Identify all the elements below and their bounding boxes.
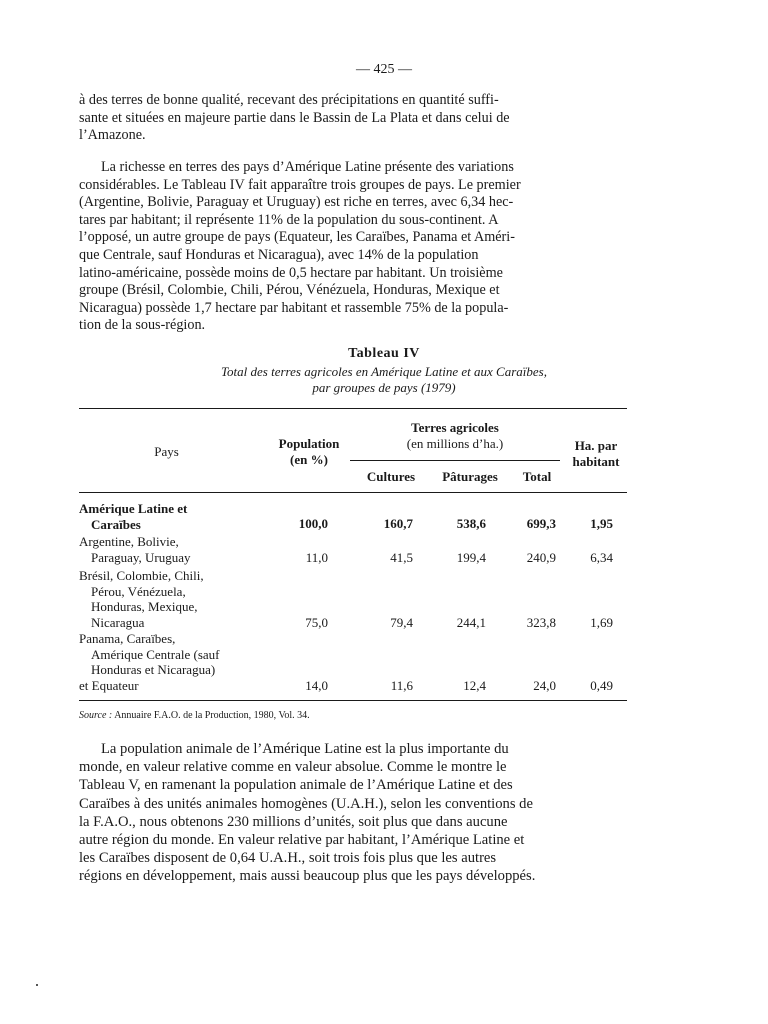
- header-population-unit: (en %): [290, 452, 328, 467]
- paragraph-line: Nicaragua) possède 1,7 hectare par habitant et rassemble 75% de la popula-: [79, 299, 509, 316]
- paragraph-intro: [79, 92, 627, 145]
- cell-cultures: 11,6: [390, 678, 413, 693]
- cell-paturages: 244,1: [456, 615, 486, 630]
- paragraph-line: considérables. Le Tableau IV fait apparaître trois groupes de pays. Le premier: [79, 176, 521, 193]
- paragraph-line: (Argentine, Bolivie, Paraguay et Uruguay) est riche en terres, avec 6,34 hec-: [79, 194, 514, 211]
- paragraph-line: la F.A.O., nous obtenons 230 millions d’unités, soit plus que dans aucune: [79, 813, 508, 830]
- paragraph-line: latino-américaine, possède moins de 0,5 hectare par habitant. Un troisième: [79, 264, 503, 281]
- paragraph-line: régions en développement, mais aussi beaucoup plus que les pays développés.: [79, 868, 536, 885]
- country-line: Honduras et Nicaragua): [91, 662, 216, 677]
- paragraph-line: tion de la sous-région.: [79, 317, 206, 334]
- cell-paturages: 199,4: [456, 550, 486, 565]
- cell-total: 240,9: [526, 550, 556, 565]
- cell-population: 100,0: [298, 516, 328, 531]
- paragraph-line: l’opposé, un autre groupe de pays (Equateur, les Caraïbes, Panama et Améri-: [79, 229, 515, 246]
- header-terres-unit: (en millions d’ha.): [406, 436, 504, 451]
- header-ha-par: Ha. par: [574, 438, 618, 453]
- paragraph-line: l’Amazone.: [79, 127, 146, 144]
- cell-cultures: 79,4: [390, 615, 413, 630]
- scan-speck: [36, 984, 38, 986]
- table-row-country: [79, 631, 269, 693]
- cell-population: 75,0: [305, 615, 328, 630]
- country-line: Brésil, Colombie, Chili,: [79, 568, 204, 583]
- cell-total: 24,0: [533, 678, 556, 693]
- country-line: Amérique Latine et: [79, 501, 188, 516]
- paragraph-line: Caraïbes à des unités animales homogènes (U.A.H.), selon les conventions de: [79, 795, 533, 812]
- paragraph-line: Tableau V, en ramenant la population animale de l’Amérique Latine et des: [79, 777, 513, 794]
- paragraph-line: tares par habitant; il représente 11% de la population du sous-continent. A: [79, 211, 499, 228]
- cell-cultures: 41,5: [390, 550, 413, 565]
- header-total: Total: [522, 469, 552, 484]
- country-line: et Equateur: [79, 677, 139, 693]
- cell-ha-par-habitant: 6,34: [590, 550, 613, 565]
- paragraph-line: La population animale de l’Amérique Latine est la plus importante du: [101, 741, 509, 757]
- paragraph-land-wealth: [79, 159, 627, 335]
- country-line: Panama, Caraïbes,: [79, 631, 176, 646]
- header-bottom-rule: [79, 492, 627, 493]
- table-subtitle: Total des terres agricoles en Amérique Latine et aux Caraïbes,: [221, 364, 547, 379]
- table-top-rule: [79, 408, 627, 409]
- source-label: Source :: [79, 710, 113, 721]
- header-habitant: habitant: [572, 454, 620, 469]
- cell-total: 699,3: [526, 516, 556, 531]
- table-title: Tableau IV: [348, 346, 420, 361]
- paragraph-line: La richesse en terres des pays d’Amérique Latine présente des variations: [101, 159, 514, 175]
- cell-ha-par-habitant: 0,49: [590, 678, 613, 693]
- table-row-country: [79, 501, 259, 532]
- header-population: Population: [278, 436, 340, 451]
- country-line: Argentine, Bolivie,: [79, 534, 179, 549]
- cell-total: 323,8: [526, 615, 556, 630]
- paragraph-line: que Centrale, sauf Honduras et Nicaragua), avec 14% de la population: [79, 246, 479, 263]
- country-line: Pérou, Vénézuela,: [91, 583, 186, 599]
- table-bottom-rule: [79, 700, 627, 701]
- cell-ha-par-habitant: 1,95: [590, 516, 613, 531]
- table-row-country: [79, 534, 259, 565]
- header-paturages: Pâturages: [442, 469, 498, 484]
- source-text: Annuaire F.A.O. de la Production, 1980, Vol. 34.: [114, 710, 310, 721]
- cell-ha-par-habitant: 1,69: [590, 615, 613, 630]
- paragraph-line: monde, en valeur relative comme en valeur absolue. Comme le montre le: [79, 759, 507, 776]
- cell-paturages: 538,6: [456, 516, 486, 531]
- paragraph-line: les Caraïbes disposent de 0,64 U.A.H., soit trois fois plus que les autres: [79, 850, 497, 867]
- table-source: [79, 710, 310, 721]
- cell-population: 11,0: [305, 550, 328, 565]
- paragraph-line: sante et situées en majeure partie dans le Bassin de La Plata et dans celui de: [79, 109, 510, 126]
- paragraph-line: à des terres de bonne qualité, recevant des précipitations en quantité suffi-: [79, 92, 499, 108]
- header-terres-agricoles: Terres agricoles: [411, 420, 499, 435]
- cell-cultures: 160,7: [383, 516, 413, 531]
- header-cultures: Cultures: [366, 469, 416, 484]
- paragraph-animal-population: [79, 740, 627, 886]
- country-line: Caraïbes: [91, 516, 141, 532]
- country-line: Paraguay, Uruguay: [91, 549, 191, 565]
- header-pays: Pays: [154, 444, 179, 459]
- page-number: — 425 —: [356, 62, 412, 77]
- country-line: Honduras, Mexique,: [91, 599, 198, 614]
- paragraph-line: autre région du monde. En valeur relative par habitant, l’Amérique Latine et: [79, 832, 525, 849]
- cell-population: 14,0: [305, 678, 328, 693]
- paragraph-line: groupe (Brésil, Colombie, Chili, Pérou, Vénézuela, Honduras, Mexique et: [79, 282, 500, 299]
- cell-paturages: 12,4: [463, 678, 486, 693]
- country-line: Amérique Centrale (sauf: [91, 646, 220, 662]
- header-subrule: [350, 460, 560, 461]
- table-subtitle: par groupes de pays (1979): [312, 380, 456, 395]
- country-line: Nicaragua: [91, 614, 145, 630]
- table-row-country: [79, 568, 259, 630]
